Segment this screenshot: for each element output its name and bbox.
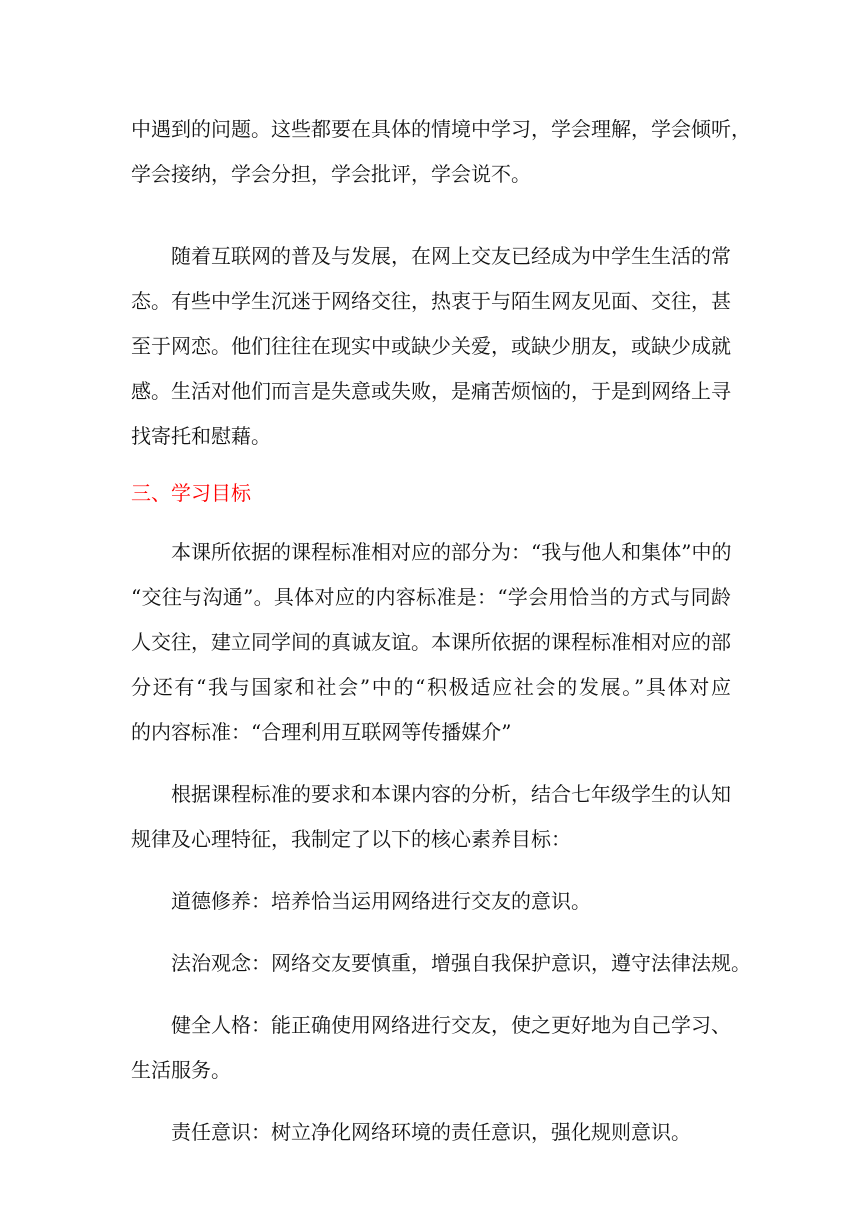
goal-personality: 健全人格：能正确使用网络进行交友，使之更好地为自己学习、 [171,1013,731,1037]
paragraph-line: 规律及心理特征，我制定了以下的核心素养目标： [131,827,571,851]
goal-moral: 道德修养：培养恰当运用网络进行交友的意识。 [171,889,591,913]
goal-law: 法治观念：网络交友要慎重，增强自我保护意识，遵守法律法规。 [171,951,751,975]
paragraph-line: 中遇到的问题。这些都要在具体的情境中学习，学会理解，学会倾听， [131,117,751,141]
paragraph-line: 的内容标准：“合理利用互联网等传播媒介” [131,720,512,744]
paragraph-line: 学会接纳，学会分担，学会批评，学会说不。 [131,162,531,186]
paragraph-line: 态。有些中学生沉迷于网络交往，热衷于与陌生网友见面、交往，甚 [131,289,731,313]
goal-personality-cont: 生活服务。 [131,1058,231,1082]
goal-responsibility: 责任意识：树立净化网络环境的责任意识，强化规则意识。 [171,1120,691,1144]
paragraph-line: 根据课程标准的要求和本课内容的分析，结合七年级学生的认知 [171,782,731,806]
paragraph-line: 分还有“我与国家和社会”中的“积极适应社会的发展。”具体对应 [131,675,731,699]
paragraph-line: 人交往，建立同学间的真诚友谊。本课所依据的课程标准相对应的部 [131,630,731,654]
paragraph-line: 至于网恋。他们往往在现实中或缺少关爱，或缺少朋友，或缺少成就 [131,334,731,358]
paragraph-line: 感。生活对他们而言是失意或失败，是痛苦烦恼的，于是到网络上寻 [131,379,731,403]
paragraph-line: 找寄托和慰藉。 [131,424,271,448]
paragraph-line: 随着互联网的普及与发展，在网上交友已经成为中学生生活的常 [171,244,731,268]
paragraph-line: “交往与沟通”。具体对应的内容标准是：“学会用恰当的方式与同龄 [131,585,731,609]
paragraph-line: 本课所依据的课程标准相对应的部分为：“我与他人和集体”中的 [171,540,732,564]
section-heading: 三、学习目标 [131,481,251,505]
